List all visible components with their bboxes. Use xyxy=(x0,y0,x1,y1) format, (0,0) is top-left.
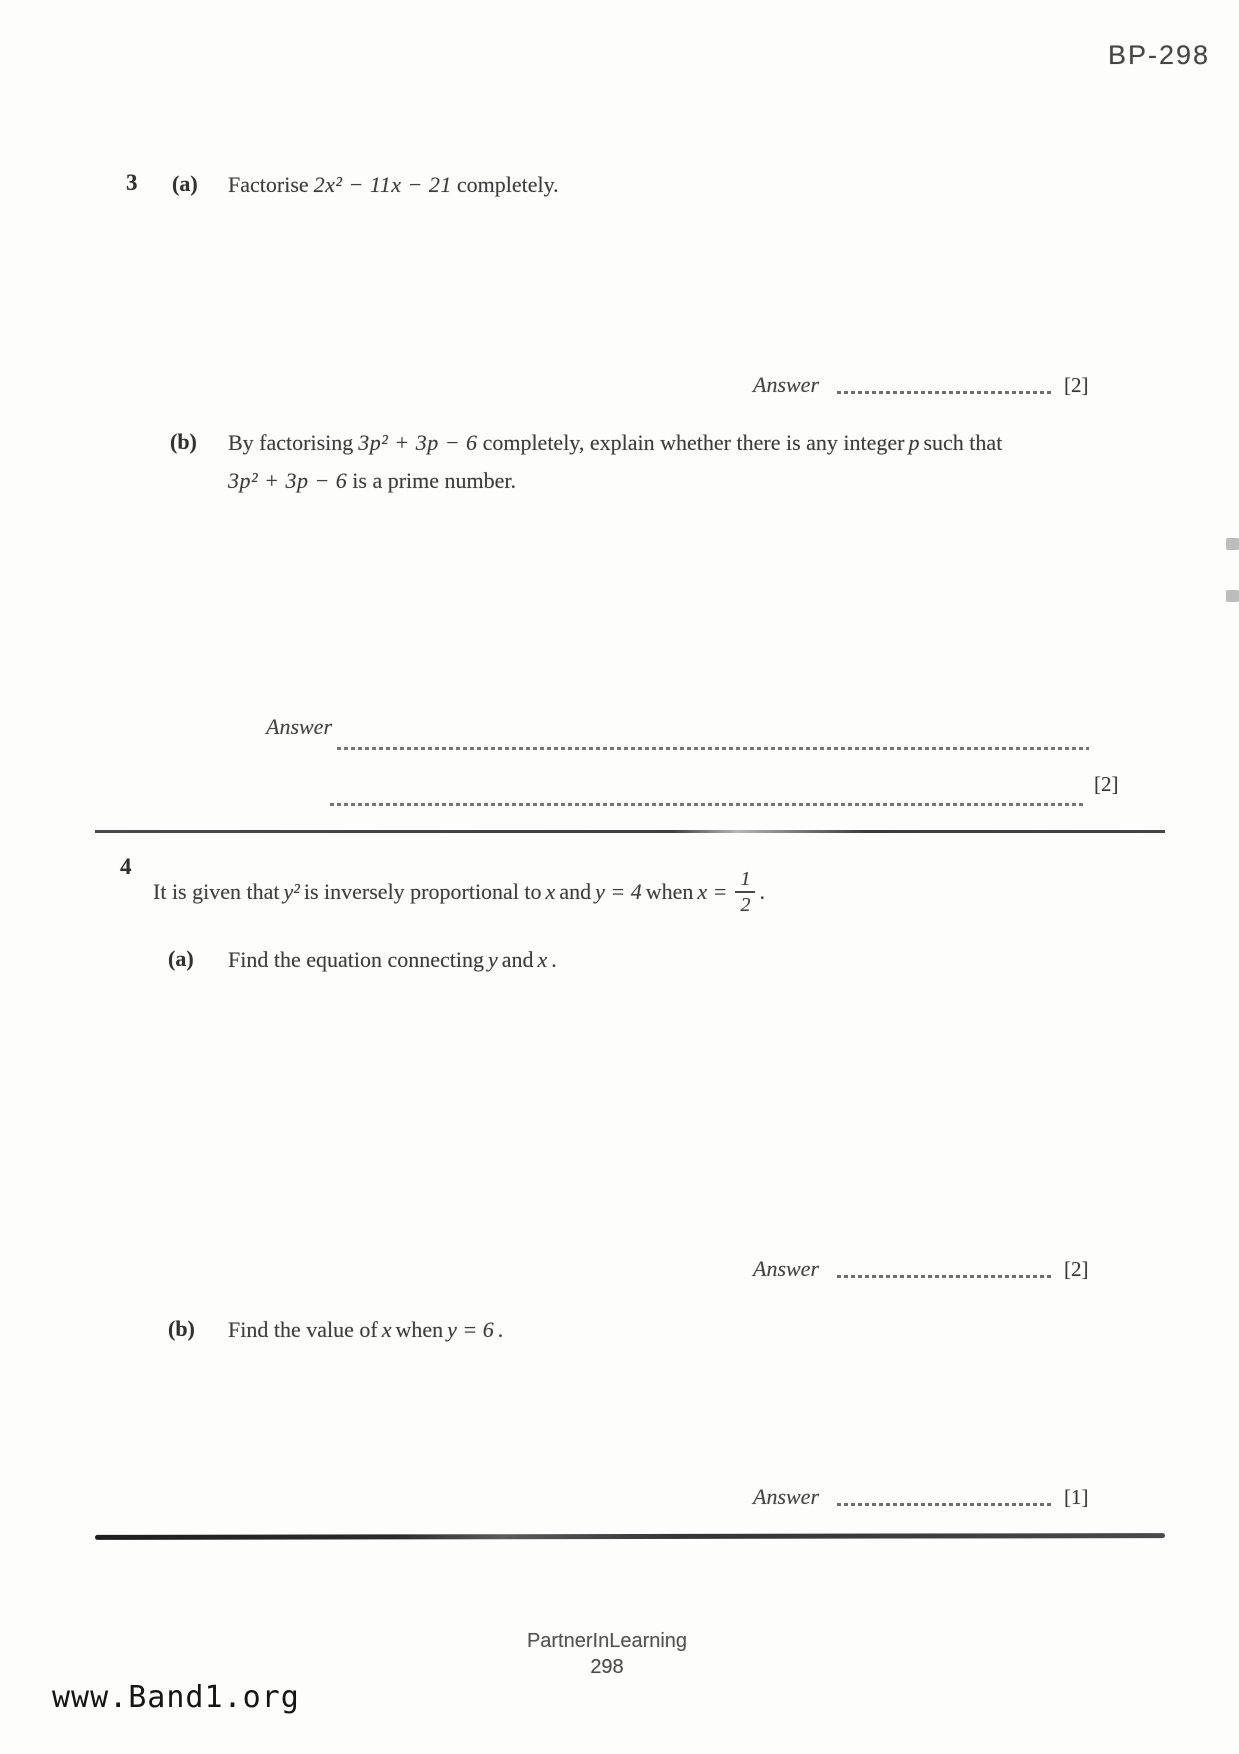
question-4-number: 4 xyxy=(120,854,132,879)
answer-label: Answer xyxy=(753,372,819,397)
q4-intro-mid: is inversely proportional to xyxy=(303,879,542,904)
marks-badge-4a: [2] xyxy=(1064,1257,1089,1281)
q3b-line1-mid: completely, explain whether there is any integer xyxy=(482,430,905,455)
page-bottom-separator-line xyxy=(95,1533,1165,1540)
question-4-intro xyxy=(153,854,765,930)
question-separator-line xyxy=(95,830,1165,833)
q4-intro-period: . xyxy=(759,879,765,904)
scan-artifact-2 xyxy=(1226,590,1239,602)
q4-intro-var-x: x xyxy=(545,879,556,904)
q3a-suffix: completely. xyxy=(456,172,559,197)
answer-label-4b: Answer xyxy=(753,1484,819,1509)
question-4a-text xyxy=(228,947,557,973)
q4a-period: . xyxy=(551,947,557,972)
question-3 xyxy=(126,170,138,196)
q3b-line1-prefix: By factorising xyxy=(228,430,354,455)
q3a-expression: 2x² − 11x − 21 xyxy=(313,172,452,197)
q4-intro-and: and xyxy=(559,879,592,904)
question-4b-label: (b) xyxy=(168,1316,195,1341)
question-3-number: 3 xyxy=(126,170,138,195)
answer-row-4b xyxy=(753,1484,1089,1510)
q3b-line1-suffix: such that xyxy=(923,430,1003,455)
q4b-when: when xyxy=(395,1317,444,1342)
page-code-stamp: BP-298 xyxy=(1108,40,1211,70)
q3b-line1-expression: 3p² + 3p − 6 xyxy=(358,430,478,455)
scan-artifact-1 xyxy=(1226,538,1239,550)
answer-blank-line-4a xyxy=(837,1275,1052,1278)
q4b-y-equals-6: y = 6 xyxy=(447,1317,494,1342)
q3b-line2-suffix: is a prime number. xyxy=(352,468,517,493)
q3b-line1-var-p: p xyxy=(908,430,920,455)
answer-blank-line-3b-1 xyxy=(337,747,1089,750)
question-4a-label: (a) xyxy=(168,946,194,971)
answer-row-3a xyxy=(753,372,1089,398)
q3a-prefix: Factorise xyxy=(228,172,309,197)
question-3a-text xyxy=(228,172,559,198)
fraction-denominator: 2 xyxy=(740,894,751,916)
q4a-and: and xyxy=(501,947,534,972)
q4-intro-prefix: It is given that xyxy=(153,879,280,904)
question-3b-line2 xyxy=(228,468,516,494)
answer-blank-line-4b xyxy=(837,1503,1052,1506)
question-3b-line1 xyxy=(228,430,1002,456)
marks-badge-3a: [2] xyxy=(1064,373,1089,397)
fraction-one-half xyxy=(735,869,755,915)
q4-intro-x-equals: x = xyxy=(697,879,728,904)
answer-blank-line xyxy=(837,391,1052,394)
q3b-line2-expression: 3p² + 3p − 6 xyxy=(228,468,348,493)
marks-badge-4b: [1] xyxy=(1064,1485,1089,1509)
answer-label-3b: Answer xyxy=(266,714,332,739)
q4a-var-x: x xyxy=(537,947,548,972)
question-3b-label: (b) xyxy=(170,429,197,454)
question-3a-label: (a) xyxy=(172,171,198,196)
question-4b-text xyxy=(228,1317,503,1343)
answer-row-4a xyxy=(753,1256,1089,1282)
fraction-numerator: 1 xyxy=(735,869,755,893)
q4b-prefix: Find the value of xyxy=(228,1317,378,1342)
footer-partner-text: PartnerInLearning xyxy=(526,1630,688,1652)
q4a-prefix: Find the equation connecting xyxy=(228,947,484,972)
answer-label-4a: Answer xyxy=(753,1256,819,1281)
marks-badge-3b: [2] xyxy=(1094,772,1119,796)
q4b-var-x: x xyxy=(381,1317,392,1342)
q4a-var-y: y xyxy=(488,947,498,972)
answer-blank-line-3b-2 xyxy=(330,803,1086,806)
q4-intro-y-squared: y² xyxy=(283,879,300,904)
q4b-period: . xyxy=(497,1317,504,1342)
footer-page-number: 298 xyxy=(590,1656,624,1678)
watermark-url: www.Band1.org xyxy=(52,1680,300,1715)
q4-intro-when: when xyxy=(645,879,694,904)
q4-intro-y-equals-4: y = 4 xyxy=(595,879,642,904)
